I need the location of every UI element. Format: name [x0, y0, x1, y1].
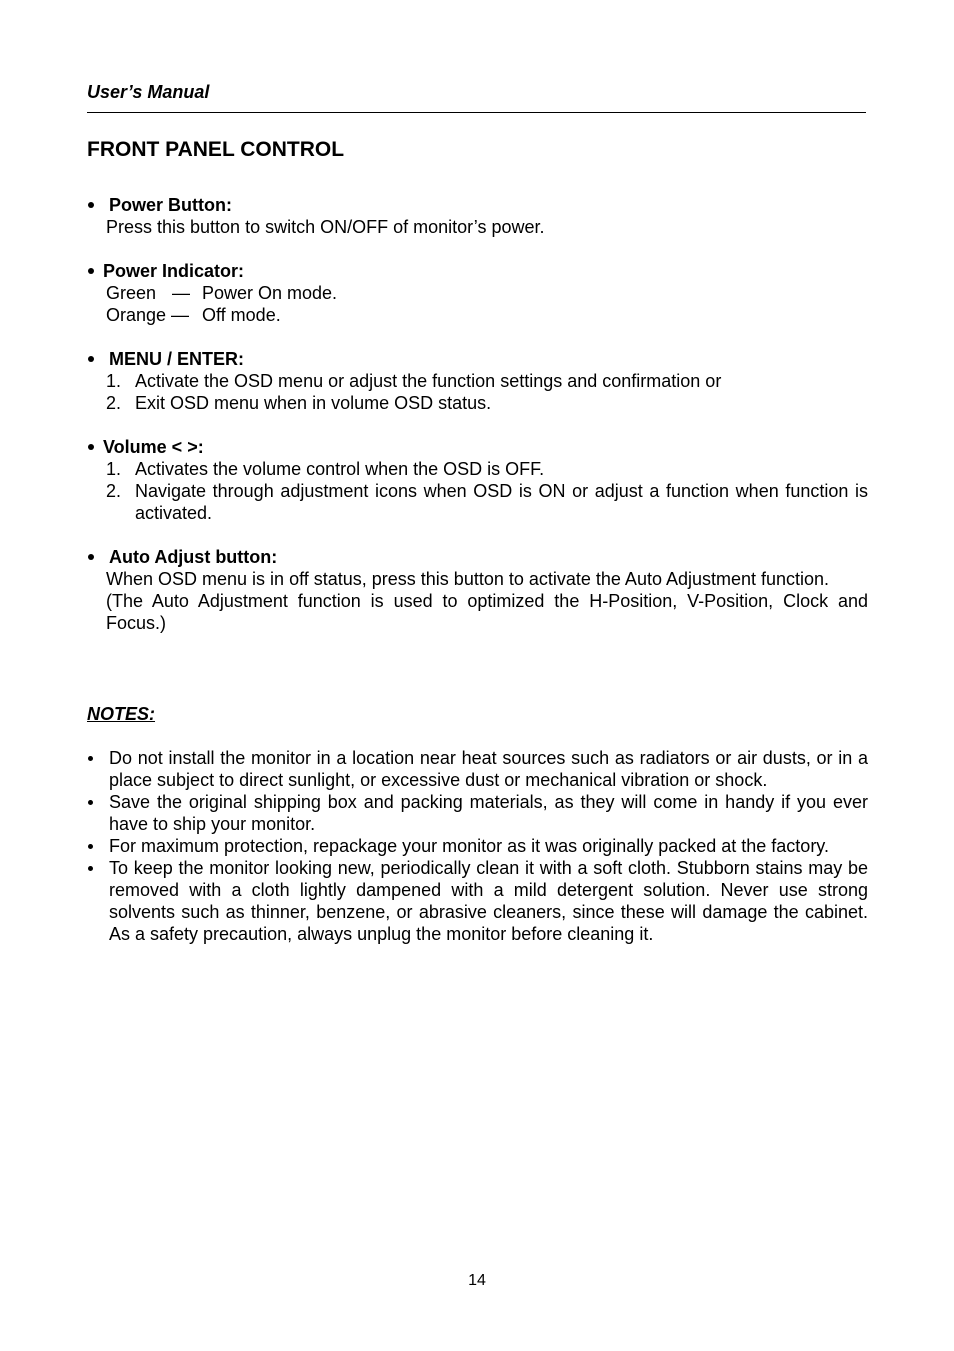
step-number: 2.: [106, 481, 122, 501]
control-heading: [87, 260, 868, 282]
step-text: Activates the volume control when the OSD is OFF.: [135, 459, 545, 479]
page-number: 14: [468, 1272, 486, 1289]
indicator-color: Green: [106, 283, 157, 303]
indicator-dash: —: [172, 283, 190, 303]
auto-adjust-note: (The Auto Adjustment function is used to optimized the H-Position, V-Position, Clock and Focus.): [106, 591, 868, 633]
control-title: Power Indicator:: [103, 261, 245, 281]
control-auto-adjust: [87, 546, 868, 634]
list-item: [87, 747, 868, 791]
list-item: [106, 480, 868, 524]
step-number: 1.: [106, 371, 122, 391]
indicator-row-green: [106, 282, 868, 304]
list-item: [106, 370, 868, 392]
bullet-icon: [88, 844, 93, 849]
bullet-icon: [88, 444, 94, 450]
note-text: Do not install the monitor in a location near heat sources such as radiators or air dusts, or in a place subject to direct sunlight, or excessive dust or mechanical vibration or shock.: [109, 748, 868, 790]
bullet-icon: [88, 866, 93, 871]
control-power-button: [87, 194, 868, 238]
control-description: [106, 568, 868, 634]
control-title: Volume < >:: [103, 437, 204, 457]
control-title: Auto Adjust button:: [109, 547, 278, 567]
step-text: Navigate through adjustment icons when OSD is ON or adjust a function when function is activated.: [135, 481, 868, 523]
bullet-icon: [88, 800, 93, 805]
control-heading: [87, 194, 868, 216]
bullet-icon: [88, 554, 94, 560]
indicator-dash: —: [171, 305, 189, 325]
list-item: [106, 458, 868, 480]
control-description: Press this button to switch ON/OFF of monitor’s power.: [106, 217, 545, 237]
note-text: Save the original shipping box and packing materials, as they will come in handy if you ever have to ship your monitor.: [109, 792, 868, 834]
list-item: [87, 857, 868, 945]
list-item: [87, 791, 868, 835]
front-panel-controls: [87, 194, 868, 656]
control-heading: [87, 546, 868, 568]
control-title: Power Button:: [109, 195, 232, 215]
bullet-icon: [88, 202, 94, 208]
list-item: [87, 835, 868, 857]
control-power-indicator: [87, 260, 868, 326]
control-heading: [87, 436, 868, 458]
bullet-icon: [88, 756, 93, 761]
control-heading: [87, 348, 868, 370]
note-text: To keep the monitor looking new, periodically clean it with a soft cloth. Stubborn stains may be removed with a cloth lightly dampened with a mild detergent solution. Never use strong solvents such as thinner, benzene, or abrasive cleaners, since these will damage the cabinet. As a safety precaution, always unplug the monitor before cleaning it.: [109, 858, 868, 944]
indicator-row-orange: [106, 304, 868, 326]
control-volume: [87, 436, 868, 524]
running-header-title: User’s Manual: [87, 82, 210, 102]
step-text: Activate the OSD menu or adjust the function settings and confirmation or: [135, 371, 722, 391]
bullet-icon: [88, 268, 94, 274]
list-item: [106, 392, 868, 414]
step-number: 1.: [106, 459, 122, 479]
control-title: MENU / ENTER:: [109, 349, 244, 369]
notes-list: [87, 747, 868, 945]
step-number: 2.: [106, 393, 122, 413]
bullet-icon: [88, 356, 94, 362]
note-text: For maximum protection, repackage your monitor as it was originally packed at the factory.: [109, 836, 829, 856]
indicator-color: Orange: [106, 305, 167, 325]
control-menu-enter: [87, 348, 868, 414]
indicator-mode: Off mode.: [202, 305, 281, 325]
auto-adjust-text: When OSD menu is in off status, press this button to activate the Auto Adjustment function.: [106, 569, 830, 589]
notes-title: NOTES:: [87, 704, 156, 724]
control-steps: [106, 370, 868, 414]
section-title: FRONT PANEL CONTROL: [87, 138, 345, 161]
header-rule: [87, 112, 866, 113]
control-steps: [106, 458, 868, 524]
step-text: Exit OSD menu when in volume OSD status.: [135, 393, 492, 413]
indicator-mode: Power On mode.: [202, 283, 338, 303]
